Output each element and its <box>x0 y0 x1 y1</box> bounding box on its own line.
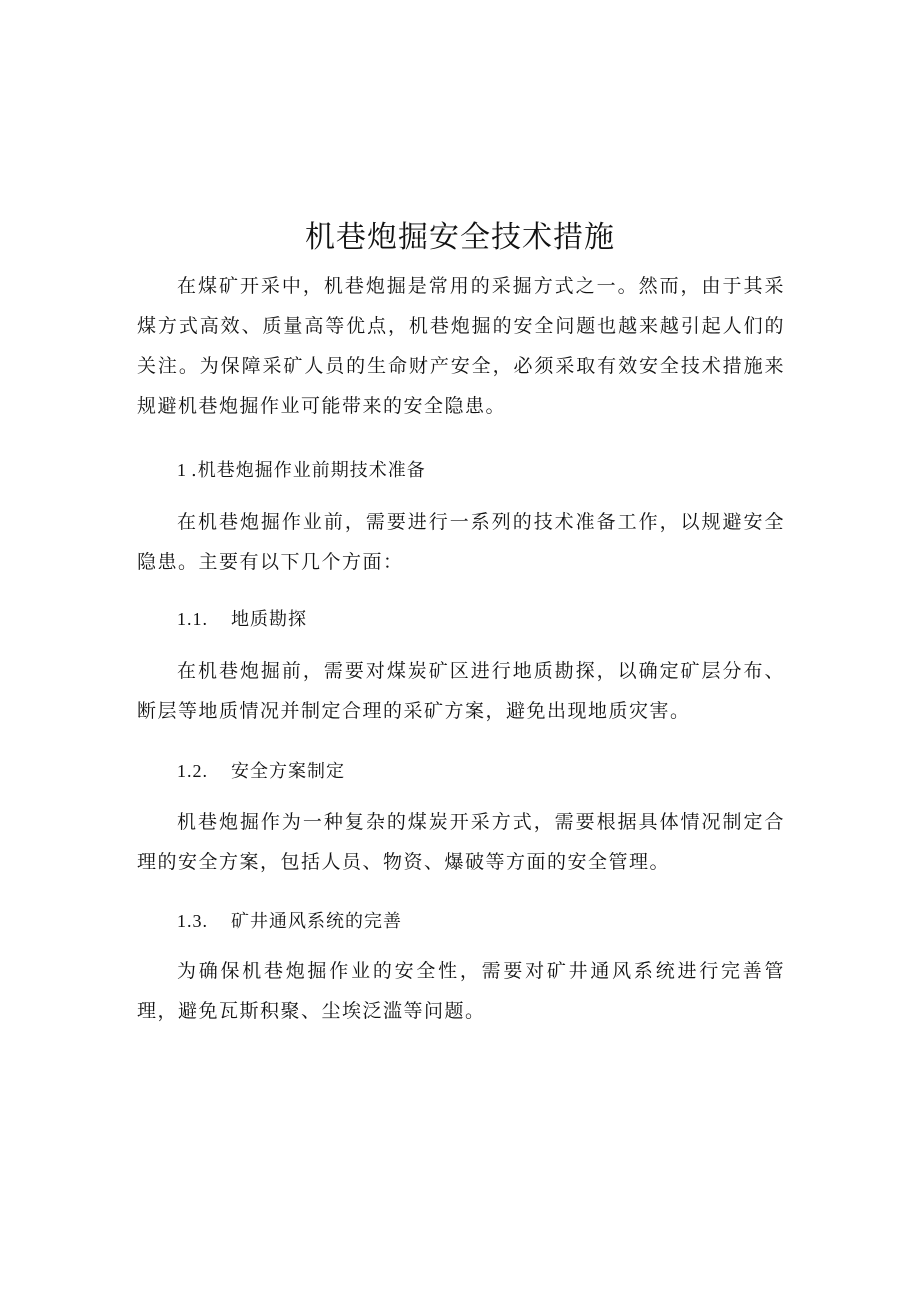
section-1-2-title: 安全方案制定 <box>231 761 345 782</box>
section-1-title: .机巷炮掘作业前期技术准备 <box>191 460 426 481</box>
section-1-3-heading <box>177 906 402 937</box>
section-1-2-number: 1.2. <box>177 761 208 781</box>
section-1-2-heading <box>177 756 345 787</box>
section-1-1-title: 地质勘探 <box>231 609 307 630</box>
section-1-paragraph: 在机巷炮掘作业前，需要进行一系列的技术准备工作，以规避安全隐患。主要有以下几个方面： <box>137 511 785 573</box>
section-1-3-title: 矿井通风系统的完善 <box>231 911 402 932</box>
document-title: 机巷炮掘安全技术措施 <box>305 220 615 255</box>
section-1-1-heading <box>177 604 307 635</box>
section-1-2-paragraph: 机巷炮掘作为一种复杂的煤炭开采方式，需要根据具体情况制定合理的安全方案，包括人员、物资、爆破等方面的安全管理。 <box>137 811 785 873</box>
section-1-1-number: 1.1. <box>177 609 208 629</box>
section-1-heading <box>177 455 426 486</box>
section-1-3-number: 1.3. <box>177 911 208 931</box>
section-1-3-paragraph: 为确保机巷炮掘作业的安全性，需要对矿井通风系统进行完善管理，避免瓦斯积聚、尘埃泛滥等问题。 <box>137 960 785 1022</box>
intro-paragraph: 在煤矿开采中，机巷炮掘是常用的采掘方式之一。然而，由于其采煤方式高效、质量高等优点，机巷炮掘的安全问题也越来越引起人们的关注。为保障采矿人员的生命财产安全，必须采取有效安全技术措施来规避机巷炮掘作业可能带来的安全隐患。 <box>137 275 785 417</box>
section-1-number: 1 <box>177 460 187 480</box>
section-1-1-paragraph: 在机巷炮掘前，需要对煤炭矿区进行地质勘探，以确定矿层分布、断层等地质情况并制定合理的采矿方案，避免出现地质灾害。 <box>137 660 785 722</box>
